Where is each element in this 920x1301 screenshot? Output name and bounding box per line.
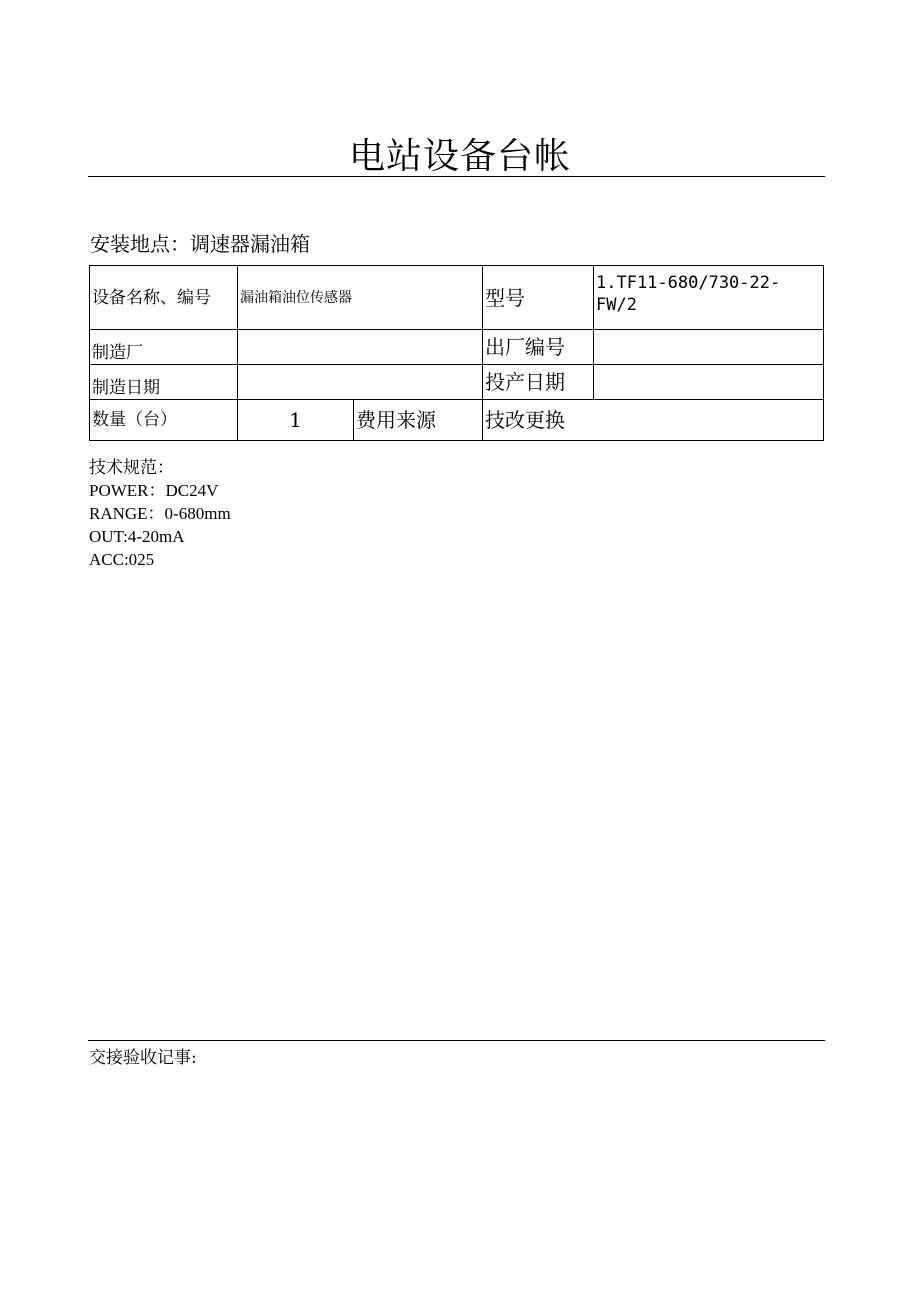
table-row <box>90 266 824 330</box>
handover-notes-label: 交接验收记事: <box>89 1048 197 1068</box>
serial-value <box>594 330 824 365</box>
qty-label: 数量（台） <box>90 400 238 441</box>
date-value <box>238 365 483 400</box>
qty-value: 1 <box>238 400 354 441</box>
commission-value <box>594 365 824 400</box>
model-value: 1.TF11-680/730-22-FW/2 <box>594 266 824 330</box>
handover-divider <box>88 1040 825 1041</box>
title-divider <box>88 176 825 177</box>
name-value: 漏油箱油位传感器 <box>238 266 483 330</box>
install-location: 安装地点：调速器漏油箱 <box>90 232 310 256</box>
commission-label: 投产日期 <box>483 365 594 400</box>
spec-line: OUT:4-20mA <box>89 527 185 546</box>
table-row <box>90 400 824 441</box>
maker-label: 制造厂 <box>90 330 238 365</box>
funding-label: 费用来源 <box>354 400 483 441</box>
equipment-info-table <box>89 265 824 441</box>
serial-label: 出厂编号 <box>483 330 594 365</box>
table-row <box>90 365 824 400</box>
spec-line: POWER：DC24V <box>89 481 219 500</box>
maker-value <box>238 330 483 365</box>
funding-value: 技改更换 <box>483 400 824 441</box>
model-label: 型号 <box>483 266 594 330</box>
table-row <box>90 330 824 365</box>
date-label: 制造日期 <box>90 365 238 400</box>
page-title: 电站设备台帐 <box>348 136 571 177</box>
name-label: 设备名称、编号 <box>90 266 238 330</box>
spec-line: ACC:025 <box>89 550 155 569</box>
spec-heading: 技术规范： <box>89 458 174 477</box>
spec-line: RANGE：0-680mm <box>89 504 231 523</box>
tech-specs <box>89 456 231 571</box>
